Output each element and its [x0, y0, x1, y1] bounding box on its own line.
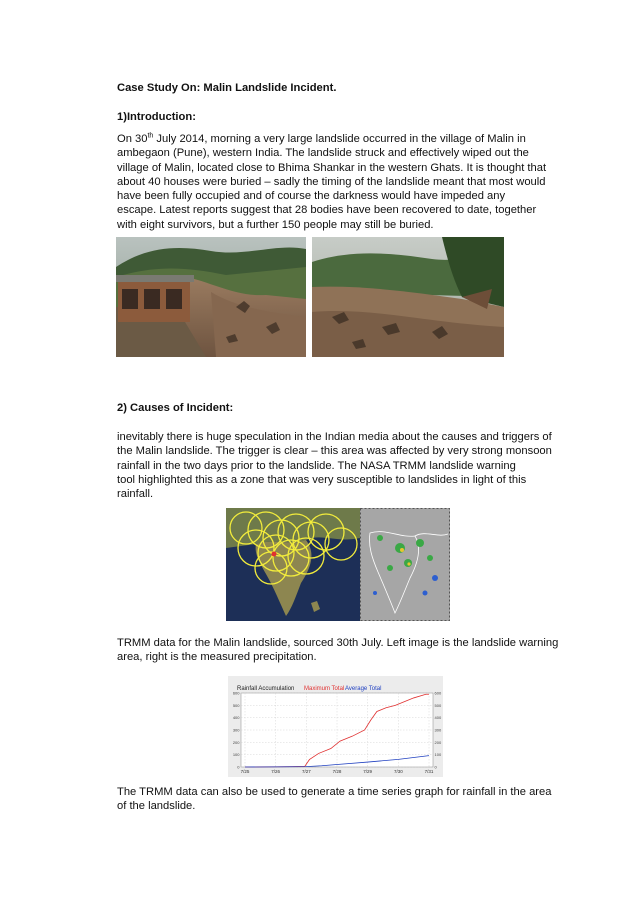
trmm-warning-map — [226, 508, 360, 621]
y-tick-label-left: 600 — [232, 690, 240, 696]
rainfall-accumulation-chart — [228, 676, 443, 777]
y-tick-label-right: 0 — [434, 764, 437, 770]
x-tick-label: 7/31 — [424, 769, 434, 774]
y-tick-label-right: 100 — [434, 752, 442, 758]
causes-line-1: inevitably there is huge speculation in the Indian media about the causes and triggers of — [117, 431, 552, 443]
x-tick-label: 7/27 — [301, 769, 311, 774]
trmm-caption-line-2: area, right is the measured precipitation. — [117, 651, 317, 664]
y-tick-label-right: 200 — [434, 739, 442, 745]
chart-title: Rainfall Accumulation — [237, 686, 295, 692]
causes-paragraph — [117, 430, 557, 501]
y-tick-label-left: 400 — [232, 715, 240, 721]
landslide-photo-debris — [312, 237, 504, 357]
x-tick-label: 7/25 — [240, 769, 250, 774]
y-tick-label-left: 500 — [232, 702, 240, 708]
x-tick-label: 7/29 — [363, 769, 373, 774]
intro-paragraph — [117, 132, 557, 232]
graph-caption-line-1: The TRMM data can also be used to generate a time series graph for rainfall in the area — [117, 786, 552, 798]
x-tick-label: 7/26 — [271, 769, 281, 774]
intro-line-4: about 40 houses were buried – sadly the timing of the landslide meant that most would — [117, 175, 546, 188]
causes-line-5: rainfall. — [117, 488, 154, 501]
intro-line-6: escape. Latest reports suggest that 28 bodies have been recovered to date, together — [117, 204, 537, 217]
y-tick-label-left: 200 — [232, 739, 240, 745]
intro-line-1: On 30th July 2014, morning a very large landslide occurred in the village of Malin in — [117, 132, 526, 145]
trmm-precipitation-map — [360, 508, 450, 621]
y-tick-label-right: 400 — [434, 715, 442, 721]
causes-line-2: the Malin landslide. The trigger is clear – this area was affected by very strong monsoon — [117, 445, 552, 458]
trmm-caption — [117, 636, 557, 665]
landslide-photo-village — [116, 237, 306, 357]
y-tick-label-right: 500 — [434, 702, 442, 708]
graph-caption-line-2: of the landslide. — [117, 800, 196, 813]
causes-line-4: tool highlighted this as a zone that was very susceptible to landslides in light of this — [117, 473, 527, 486]
intro-line-3: village of Malin, located close to Bhima Shankar in the western Ghats. It is thought that — [117, 161, 547, 174]
intro-line-2: ambegaon (Pune), western India. The landslide struck and effectively wiped out the — [117, 147, 529, 160]
legend-max-total: Maximum Total — [304, 686, 345, 692]
y-tick-label-right: 300 — [434, 727, 442, 733]
document-title: Case Study On: Malin Landslide Incident. — [117, 82, 337, 94]
rainfall-chart-svg — [228, 676, 443, 777]
y-tick-label-left: 0 — [237, 764, 240, 770]
intro-line-7: with eight survivors, but a further 150 people may still be buried. — [117, 218, 434, 231]
x-tick-label: 7/28 — [332, 769, 342, 774]
intro-line-5: have been fully occupied and of course the darkness would have impeded any — [117, 190, 506, 203]
causes-heading: 2) Causes of Incident: — [117, 402, 234, 414]
y-tick-label-right: 600 — [434, 690, 442, 696]
x-tick-label: 7/30 — [393, 769, 403, 774]
trmm-caption-line-1: TRMM data for the Malin landslide, sourced 30th July. Left image is the landslide warning — [117, 637, 559, 649]
y-tick-label-left: 100 — [232, 752, 240, 758]
legend-avg-total: Average Total — [345, 686, 382, 692]
intro-heading: 1)Introduction: — [117, 111, 196, 123]
y-tick-label-left: 300 — [232, 727, 240, 733]
graph-caption — [117, 785, 557, 814]
causes-line-3: rainfall in the two days prior to the landslide. The NASA TRMM landslide warning — [117, 459, 516, 472]
